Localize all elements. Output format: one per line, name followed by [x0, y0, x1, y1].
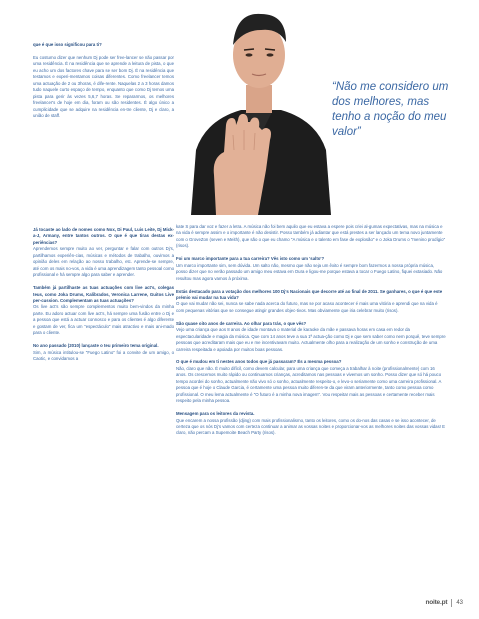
- page-number: 43: [456, 599, 463, 606]
- interview-answer: kate S para dar voz e fazer a letra. A música não foi bem aquilo que eu estava a espere pois criei al-gumas expectativas, mas na música e na vida é sempre assim e o importante é não desistir. Posso também já adiantar que está prestes a ser lançado um tema novo juntamente com o GroveZon (seven e Meith), que são o que eu chamo "A música e o talento em fase de explosão" e o Joka Drums o "menino prodígio" (risos).: [176, 224, 446, 249]
- dj-portrait-photo: [186, 0, 331, 215]
- interview-paragraph: [176, 321, 446, 353]
- interview-question: No ano passado (2010) lançaste o teu primeiro tema original.: [33, 343, 159, 349]
- interview-question: que é que isso significou para ti?: [33, 42, 102, 47]
- interview-answer: Eu costumo dizer que nenhum Dj pode ser free-lancer se não passar por uma residência. É na residência que se aprende a leitura de pista, o que eu acho um dos factores chave para se ser bom Dj. É na residência que testamos e experi-mentamos coisas diferentes. Como freelancer temos uma actuação de 2 ou 3horas, é dife-rente. Naquelas 2 a 3 horas damos tudo naquele curto espaço de tempo, enquanto que como Dj temos uma pista para gerir às vezes 5,6,7 horas. Se repararmos, os melhores freelancer's de hoje em dia, foram ou são residentes. É algo único a cumplicidade que se adquire na residência en-tre cliente, Dj e claro, a união de staff.: [33, 54, 174, 118]
- interview-column-right: [176, 224, 446, 443]
- interview-question: Mensagem para os leitores da revista.: [176, 411, 255, 417]
- interview-answer: Aprendemos sempre muito ao ver, perguntar e falar com outros Dj's, partilhamos experiên-cias, músicas e métodos de trabalho, ouvimos a opinião deles em relação ao nosso trabalho, etc. Aprende-se sempre, até com os mais no-vos, a vida é uma aprendizagem tanto pessoal como profissional e há sempre algo para saber e aprender.: [33, 246, 174, 278]
- interview-column-left-top: [33, 42, 174, 126]
- interview-answer: Os live act's são sempre complementos muito bem-vindos da minha parte. Eu adoro actuar com live act's, há sempre uma fusão entre o Dj e a pessoa que está a actuar connosco e para os clientes é algo diferente e gostam de ver, fica um "espectáculo" mais atractivo e mais ani-mado para o cliente.: [33, 304, 174, 336]
- interview-question: O que é mudou em ti nestes anos todos que já passaram? És a mesma pessoa?: [176, 359, 342, 365]
- interview-paragraph: [33, 227, 174, 279]
- interview-answer: Que encarem a nossa profissão (djing) com mais profissionalismo, tanto os leitores, como os do-nos das casas e se isso acontecer, de certeza que os nós Dj's vamos com certeza continuar a animar as vossas noites e proporcionar-vos as melhores noites das vossas vidas! E claro, não percam a Supemoite Beach Party (risos).: [176, 417, 446, 436]
- interview-question: Estás destacado para a votação dos melhores 100 Dj's Nacionais que decorre até ao final de 2011. Se ganhares, o que é que este prémio vai mudar na tua vida?: [176, 288, 443, 300]
- magazine-logo: noite.pt: [425, 599, 448, 606]
- interview-paragraph: [176, 256, 446, 282]
- interview-answer: Um marco importante sim, sem dúvida. Um salto não, mesmo que não seja um êxito é sempre bom fazermos a nossa própria música, posso dizer que no verão passado um amigo meu estava em Oura e ligou-me porque estava a tocar o Fuego Latino, fiquei extasiado. Não resultou mas agora vamos à próxima.: [176, 262, 443, 281]
- interview-paragraph: [33, 343, 174, 362]
- interview-answer: Vejo uma criança que aos 8 anos de idade montava o material de karaoke da mãe e passava horas em casa em redor da espectacularidade e magia da música. Que com 14 anos teve a sua 1ª actua-ção como Dj e que sem saber como nem porquê, teve sempre pessoas que acreditaram mais que eu e me incentivavam muito. Actualmente olho para a realização de um sonho e construção de uma carreira respeitada e apoiada por muitos boas pessoas.: [176, 327, 446, 352]
- interview-paragraph: [176, 224, 446, 250]
- interview-paragraph: [33, 285, 174, 337]
- interview-paragraph: [33, 42, 174, 48]
- interview-answer: O que vai mudar não sei, nunca se sabe nada acerca do futuro, mas se por acaso acontecer é mais uma vitória e aprendi que na vida é com pequenas vitórias que se consegue atingir grandes objec-tivos. Mas obviamente que iria celebrar muito (risos).: [176, 301, 438, 313]
- interview-question: Também já partilhaste as tuas actuações com live act's, colegas teus, como Joka Drums, Kalibrados, Veronica Larrene, Guitos Live per-cussion. Complementam as tuas actuações?: [33, 285, 174, 303]
- interview-paragraph: [176, 289, 446, 315]
- interview-column-left-bottom: [33, 227, 174, 369]
- interview-question: São quase oito anos de carreira. Ao olhar para trás, o que vês?: [176, 320, 307, 326]
- interview-paragraph: [33, 55, 174, 120]
- interview-question: Já tocaste ao lado de nomes como Nox, Di Paul, Luis Leite, Dj Mick-a-J, Armany, entre tantos outros. O que é que tiras destas ex-periências?: [33, 227, 174, 245]
- interview-answer: Não, claro que não. É muito difícil, como devem calcular, para uma criança que começa a trabalhar à noite (profissionalmente) com 16 anos. Os crescemos muito rápido ou continuamos crianças, acreditamos nas pessoas e vivemos um sonho. Posso dizer que só há pouco tempo acordei do sonho, actualmente não vivo só o sonho, actualmente respeito-o, e levo-o seriamente como uma carreira profissional. A pessoa que é hoje o Claude Garcia, é certamente uma pessoa muito diferen-te da que viram anteriormente, tanto como pessoa como profissional. O meu lema actualmente é "O futuro é a minha nova imagem". Vou respeitar mais as pessoas e certamente receber mais respeito pela minha pessoa.: [176, 365, 442, 404]
- page-footer: [425, 598, 463, 607]
- interview-paragraph: [176, 359, 446, 404]
- pull-quote: “Não me considero um dos melhores, mas tenho a noção do meu valor”: [332, 81, 449, 138]
- interview-answer: Sim, a música intitulou-se "Fuego Latino" foi a convite de um amigo, o Caotic, e convidamos a: [33, 349, 174, 362]
- interview-paragraph: [176, 411, 446, 437]
- footer-divider: [451, 599, 452, 607]
- interview-question: Foi um marco importante para a tua carreira? Vês isto como um 'salto'?: [176, 256, 325, 262]
